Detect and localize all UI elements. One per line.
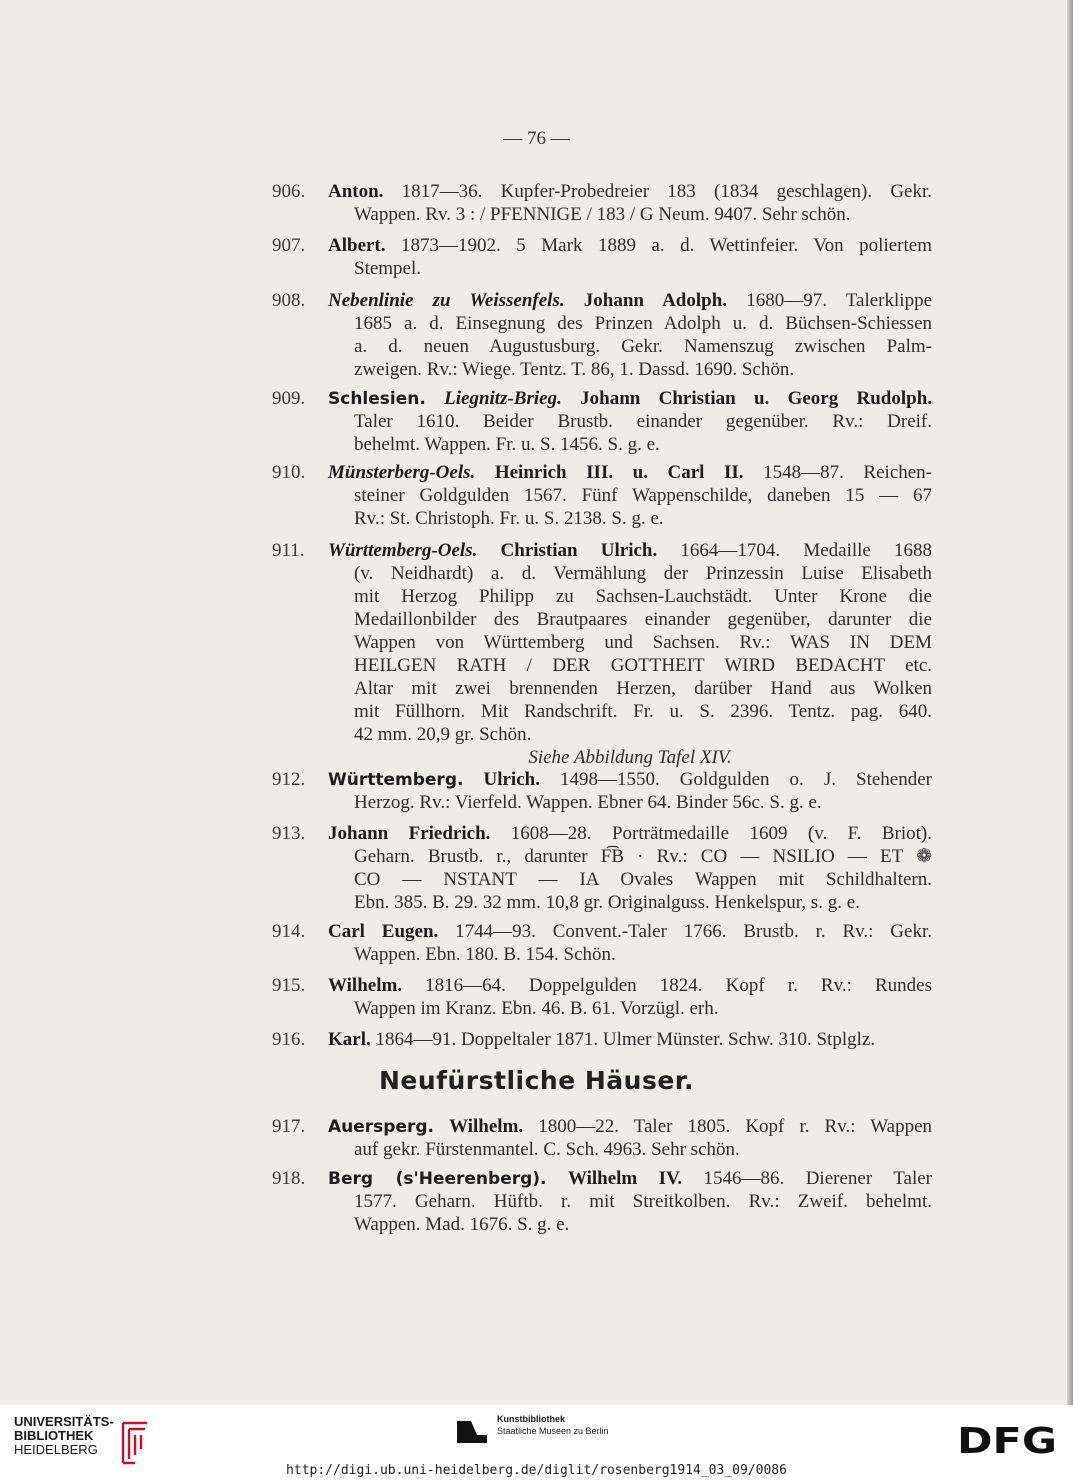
entry-line xyxy=(354,997,719,1020)
dfg-logo[interactable] xyxy=(955,1423,1059,1457)
entry-number: 916. xyxy=(272,1029,306,1050)
entry-line xyxy=(328,768,932,792)
entry-text: steiner Goldgulden 1567. Fünf Wappenschilde, daneben 15 — 67 xyxy=(354,485,932,506)
entry-number: 917. xyxy=(272,1116,306,1137)
entry-line xyxy=(328,539,932,562)
entry-line xyxy=(354,507,664,530)
entry-text: CO — NSTANT — IA Ovales Wappen mit Schildhaltern. xyxy=(354,869,932,890)
entry-line xyxy=(354,723,531,746)
entry-line xyxy=(354,1213,569,1236)
kunstbibliothek-logo[interactable] xyxy=(455,1411,655,1451)
entry-line xyxy=(354,677,932,700)
page-number: — 76 — xyxy=(503,128,570,149)
entry-text xyxy=(562,388,580,409)
entry-line xyxy=(354,631,932,654)
entry-line xyxy=(354,335,932,358)
entry-text: HEILGEN RATH / DER GOTTHEIT WIRD BEDACHT etc. xyxy=(354,655,932,676)
entry-heading-text: Württemberg. xyxy=(328,770,464,790)
entry-text: mit Füllhorn. Mit Randschrift. Fr. u. S. 2396. Tentz. pag. 640. xyxy=(354,701,932,722)
entry-heading-text: Johann Adolph. xyxy=(583,290,728,311)
entry-number: 913. xyxy=(272,823,306,844)
entry-line xyxy=(354,700,932,723)
entry-line xyxy=(354,868,932,891)
entry-number: 911. xyxy=(272,540,305,561)
entry-text xyxy=(434,1116,449,1137)
entry-text: 1664—1704. Medaille 1688 xyxy=(657,540,933,561)
entry-line xyxy=(354,608,932,631)
entry-number: 909. xyxy=(272,388,306,409)
entry-text: 1680—97. Talerklippe xyxy=(727,290,932,311)
entry-line xyxy=(328,1167,932,1191)
page-edge xyxy=(1067,0,1073,1405)
entry-line xyxy=(328,1115,932,1139)
entry-number: 906. xyxy=(272,181,306,202)
entry-line xyxy=(354,943,616,966)
entry-number: 914. xyxy=(272,921,306,942)
entry-text: Ebn. 385. B. 29. 32 mm. 10,8 gr. Originalguss. Henkelspur, s. g. e. xyxy=(354,892,860,913)
entry-number: 912. xyxy=(272,769,306,790)
entry-heading-text: Anton. xyxy=(328,181,384,202)
entry-text: Altar mit zwei brennenden Herzen, darüber Hand aus Wolken xyxy=(354,678,932,699)
entry-line xyxy=(354,203,850,226)
entry-line xyxy=(354,433,660,456)
entry-text: Wappen. Ebn. 180. B. 154. Schön. xyxy=(354,944,616,965)
entry-text: 1577. Geharn. Hüftb. r. mit Streitkolben. Rv.: Zweif. behelmt. xyxy=(354,1191,932,1212)
ub-logo-text xyxy=(14,1415,114,1457)
plate-reference: Siehe Abbildung Tafel XIV. xyxy=(528,747,732,768)
entry-text: (v. Neidhardt) a. d. Vermählung der Prinzessin Luise Elisabeth xyxy=(354,563,932,584)
entry-heading-text: Heinrich III. u. Carl II. xyxy=(494,462,744,483)
entry-line xyxy=(354,484,932,507)
footer-bar xyxy=(0,1405,1073,1481)
kb-line-2: Staatliche Museen zu Berlin xyxy=(497,1426,609,1436)
entry-line xyxy=(328,234,932,257)
entry-text: 1608—28. Porträtmedaille 1609 (v. F. Briot). xyxy=(490,823,932,844)
entry-text: Herzog. Rv.: Vierfeld. Wappen. Ebner 64. Binder 56c. S. g. e. xyxy=(354,792,822,813)
entry-text: a. d. neuen Augustusburg. Gekr. Namenszug zwischen Palm- xyxy=(354,336,932,357)
entry-heading-text: Berg (s'Heerenberg). xyxy=(328,1169,547,1189)
entry-line xyxy=(354,585,932,608)
entry-line xyxy=(354,562,932,585)
entry-line xyxy=(354,791,822,814)
permalink-url[interactable]: http://digi.ub.uni-heidelberg.de/diglit/rosenberg1914_03_09/0086 xyxy=(286,1463,787,1478)
entry-heading-text: Johann Friedrich. xyxy=(328,823,491,844)
entry-text: Wappen von Württemberg und Sachsen. Rv.: WAS IN DEM xyxy=(354,632,932,653)
entry-line xyxy=(354,358,794,381)
ub-line-3: HEIDELBERG xyxy=(14,1442,98,1457)
entry-text: zweigen. Rv.: Wiege. Tentz. T. 86, 1. Dassd. 1690. Schön. xyxy=(354,359,795,380)
entry-text xyxy=(565,290,584,311)
entry-text: behelmt. Wappen. Fr. u. S. 1456. S. g. e. xyxy=(354,434,660,455)
entry-text: 1864—91. Doppeltaler 1871. Ulmer Münster. Schw. 310. Stplglz. xyxy=(370,1029,876,1050)
entry-line xyxy=(328,1028,875,1051)
entry-text: Wappen. Rv. 3 : / PFENNIGE / 183 / G Neum. 9407. Sehr schön. xyxy=(354,204,851,225)
entry-text xyxy=(463,769,483,790)
entry-heading-text: Johann Christian u. Georg Rudolph. xyxy=(580,388,933,409)
entry-heading-text: Nebenlinie zu Weissenfels. xyxy=(328,290,565,311)
entry-line xyxy=(354,891,860,914)
entry-number: 918. xyxy=(272,1168,306,1189)
entry-line xyxy=(354,1190,932,1213)
entry-heading-text: Karl. xyxy=(328,1029,371,1050)
entry-heading-text: Wilhelm. xyxy=(449,1116,524,1137)
entry-heading-text: Auersperg. xyxy=(328,1117,435,1137)
entry-line xyxy=(328,920,932,943)
dfg-logo-text: DFG xyxy=(957,1423,1057,1457)
kunstbibliothek-text xyxy=(497,1413,609,1437)
entry-text xyxy=(547,1168,568,1189)
entry-number: 910. xyxy=(272,462,306,483)
entry-number: 907. xyxy=(272,235,306,256)
entry-text xyxy=(426,388,444,409)
entry-number: 915. xyxy=(272,975,306,996)
entry-line xyxy=(328,822,932,845)
entry-line xyxy=(354,257,421,280)
entry-heading-text: Albert. xyxy=(328,235,386,256)
entry-line xyxy=(354,845,932,868)
entry-text: Medaillonbilder des Brautpaares einander gegenüber, darunter die xyxy=(354,609,932,630)
ub-mark-icon xyxy=(117,1419,151,1467)
entry-text: 1873—1902. 5 Mark 1889 a. d. Wettinfeier. Von poliertem xyxy=(385,235,932,256)
ub-line-2: BIBLIOTHEK xyxy=(14,1428,94,1443)
entry-heading-text: Liegnitz-Brieg. xyxy=(444,388,562,409)
entry-line xyxy=(328,289,932,312)
entry-line xyxy=(354,410,932,433)
entry-text: Taler 1610. Beider Brustb. einander gegenüber. Rv.: Dreif. xyxy=(354,411,932,432)
entry-text: Geharn. Brustb. r., darunter F͡B · Rv.: CO — NSILIO — ET ❁ xyxy=(354,846,932,867)
entry-text: Wappen im Kranz. Ebn. 46. B. 61. Vorzügl. erh. xyxy=(354,998,719,1019)
entry-text: 1816—64. Doppelgulden 1824. Kopf r. Rv.: Rundes xyxy=(402,975,932,996)
section-heading: Neufürstliche Häuser. xyxy=(378,1066,695,1095)
entry-text: Stempel. xyxy=(354,258,422,279)
entry-text: auf gekr. Fürstenmantel. C. Sch. 4963. Sehr schön. xyxy=(354,1139,740,1160)
entry-line xyxy=(328,387,932,411)
entry-line xyxy=(354,654,932,677)
entry-heading-text: Wilhelm. xyxy=(328,975,403,996)
entry-line xyxy=(354,312,932,335)
entry-text: Rv.: St. Christoph. Fr. u. S. 2138. S. g. e. xyxy=(354,508,664,529)
ub-line-1: UNIVERSITÄTS- xyxy=(14,1414,114,1429)
entry-text: 1546—86. Dierener Taler xyxy=(682,1168,932,1189)
kunstbibliothek-icon xyxy=(455,1417,489,1445)
entry-text: 1817—36. Kupfer-Probedreier 183 (1834 geschlagen). Gekr. xyxy=(383,181,932,202)
entry-heading-text: Münsterberg-Oels. xyxy=(328,462,476,483)
entry-heading-text: Schlesien. xyxy=(328,389,426,409)
entry-line xyxy=(354,1138,740,1161)
entry-text: 42 mm. 20,9 gr. Schön. xyxy=(354,724,532,745)
entry-text: mit Herzog Philipp zu Sachsen-Lauchstädt. Unter Krone die xyxy=(354,586,932,607)
kb-line-1: Kunstbibliothek xyxy=(497,1414,565,1424)
entry-text: 1685 a. d. Einsegnung des Prinzen Adolph u. d. Büchsen-Schiessen xyxy=(354,313,932,334)
entry-text: Wappen. Mad. 1676. S. g. e. xyxy=(354,1214,570,1235)
entry-heading-text: Carl Eugen. xyxy=(328,921,439,942)
entry-line xyxy=(328,461,932,484)
entry-line xyxy=(328,180,932,203)
entry-text: 1548—87. Reichen- xyxy=(743,462,933,483)
entry-text: 1498—1550. Goldgulden o. J. Stehender xyxy=(539,769,933,790)
entry-heading-text: Württemberg-Oels. xyxy=(328,540,478,561)
entry-heading-text: Christian Ulrich. xyxy=(500,540,658,561)
entry-line xyxy=(328,974,932,997)
entry-number: 908. xyxy=(272,290,306,311)
entry-text xyxy=(475,462,495,483)
entry-heading-text: Ulrich. xyxy=(483,769,540,790)
entry-text: 1744—93. Convent.-Taler 1766. Brustb. r. Rv.: Gekr. xyxy=(438,921,932,942)
entry-text xyxy=(477,540,500,561)
entry-text: 1800—22. Taler 1805. Kopf r. Rv.: Wappen xyxy=(523,1116,933,1137)
entry-heading-text: Wilhelm IV. xyxy=(567,1168,683,1189)
